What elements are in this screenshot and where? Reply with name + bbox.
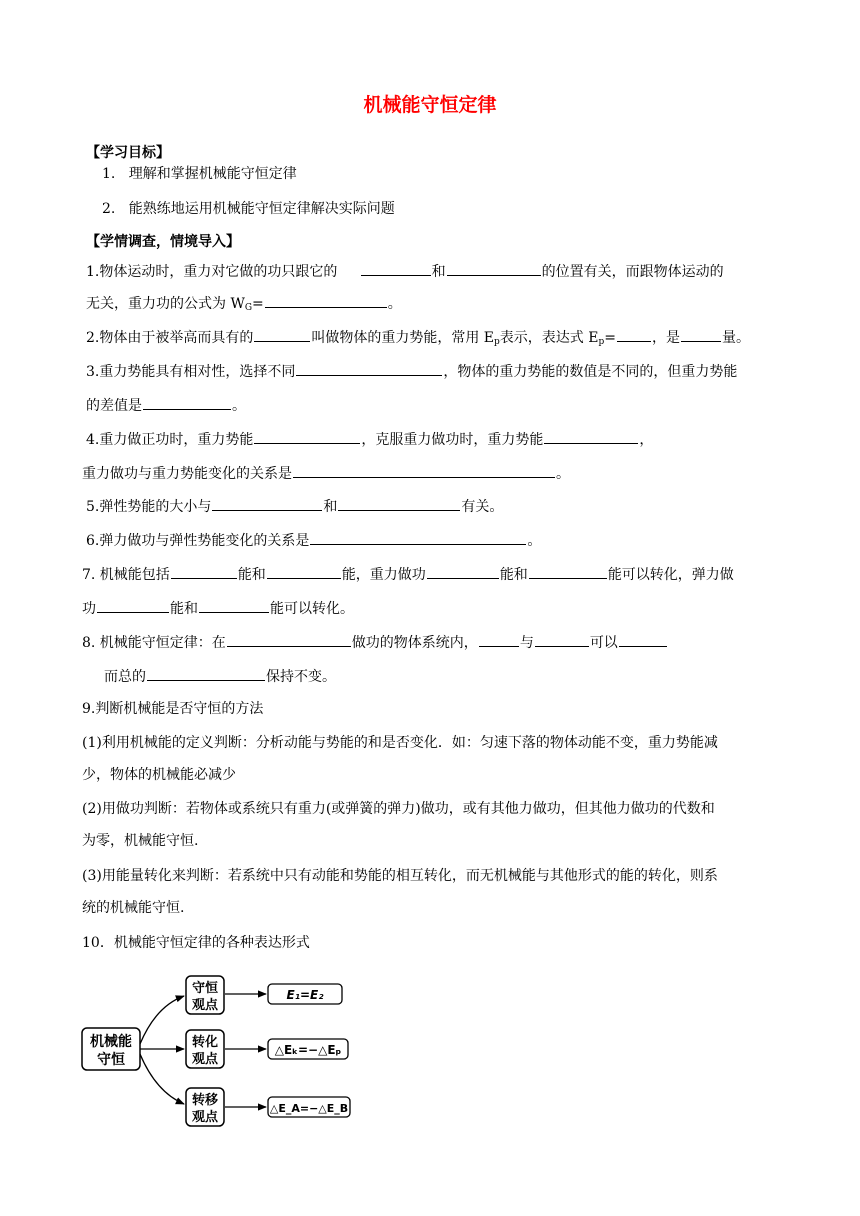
question-10-heading: 10．机械能守恒定律的各种表达形式 [82,935,310,951]
blank [310,529,526,545]
question-1-line-1: 1.物体运动时，重力对它做的功只跟它的 和 的位置有关，而跟物体运动的 [86,260,724,282]
blank [293,462,555,478]
blank [544,428,638,444]
blank [617,326,651,342]
branch-3-label-line-2: 观点 [191,1110,219,1125]
question-4-line-2: 重力做功与重力势能变化的关系是 。 [82,462,570,484]
blank [254,428,360,444]
blank [479,631,519,647]
question-9-paragraph-2-line-1: (2)用做功判断：若物体或系统只有重力(或弹簧的弹力)做功，或有其他力做功，但其他力做功的代数和 [82,801,715,817]
expression-forms-diagram [80,966,370,1136]
formula-3: △E_A=−△E_B [269,1102,349,1115]
question-8-line-1: 8. 机械能守恒定律：在 做功的物体系统内， 与 可以 [82,631,668,653]
question-7-line-1: 7. 机械能包括 能和 能，重力做功 能和 能可以转化，弹力做 [82,563,734,585]
goals-heading: 【学习目标】 [86,145,170,161]
survey-heading: 【学情调查，情境导入】 [86,234,240,250]
blank [681,326,721,342]
blank [529,563,607,579]
page-title: 机械能守恒定律 [363,94,497,116]
blank [447,260,541,276]
question-1-line-2: 无关，重力功的公式为 $W_G=$ 。 [86,292,402,318]
blank [97,597,169,613]
blank [338,495,460,511]
blank [296,360,442,376]
question-9-paragraph-1-line-2: 少，物体的机械能必减少 [82,767,236,783]
blank [619,631,667,647]
question-9-paragraph-1-line-1: (1)利用机械能的定义判断：分析动能与势能的和是否变化．如：匀速下落的物体动能不变，重力势能减 [82,735,718,751]
branch-2-label-line-2: 观点 [191,1052,219,1067]
branch-3-label-line-1: 转移 [191,1093,219,1108]
question-8-line-2: 而总的 保持不变。 [104,665,336,687]
connector-3 [140,1054,184,1104]
blank [267,563,341,579]
formula-1: E₁=E₂ [286,988,324,1002]
blank [147,665,265,681]
blank [427,563,499,579]
question-6: 6.弹力做功与弹性势能变化的关系是 。 [86,529,541,551]
branch-2-label-line-1: 转化 [191,1035,219,1050]
question-9-paragraph-3-line-2: 统的机械能守恒. [82,900,185,916]
blank [227,631,351,647]
blank [171,563,237,579]
root-label-line-2: 守恒 [97,1052,125,1068]
branch-1-label-line-1: 守恒 [191,981,219,996]
blank [265,292,387,308]
question-4-line-1: 4.重力做正功时，重力势能 ，克服重力做功时，重力势能 ， [86,428,653,450]
blank [254,326,310,342]
question-9-paragraph-2-line-2: 为零，机械能守恒. [82,833,199,849]
question-3-line-2: 的差值是 。 [86,394,246,416]
root-label-line-1: 机械能 [90,1034,132,1050]
formula-2: △Eₖ=−△Eₚ [274,1043,342,1057]
question-2: 2.物体由于被举高而具有的 叫做物体的重力势能，常用 $E_p$表示，表达式 $E_p=$ ，是 量。 [86,326,750,352]
question-7-line-2: 功 能和 能可以转化。 [82,597,354,619]
question-3-line-1: 3.重力势能具有相对性，选择不同 ，物体的重力势能的数值是不同的，但重力势能 [86,360,737,382]
blank [143,394,231,410]
goal-item: 1. 理解和掌握机械能守恒定律 [102,166,297,182]
question-9-heading: 9.判断机械能是否守恒的方法 [82,701,264,717]
question-9-paragraph-3-line-1: (3)用能量转化来判断：若系统中只有动能和势能的相互转化，而无机械能与其他形式的能的转化，则系 [82,868,718,884]
question-5: 5.弹性势能的大小与 和 有关。 [86,495,503,517]
connector-1 [140,996,184,1044]
blank [199,597,269,613]
blank [361,260,431,276]
blank [212,495,322,511]
blank [535,631,589,647]
goal-item: 2. 能熟练地运用机械能守恒定律解决实际问题 [102,201,395,217]
branch-1-label-line-2: 观点 [191,998,219,1013]
